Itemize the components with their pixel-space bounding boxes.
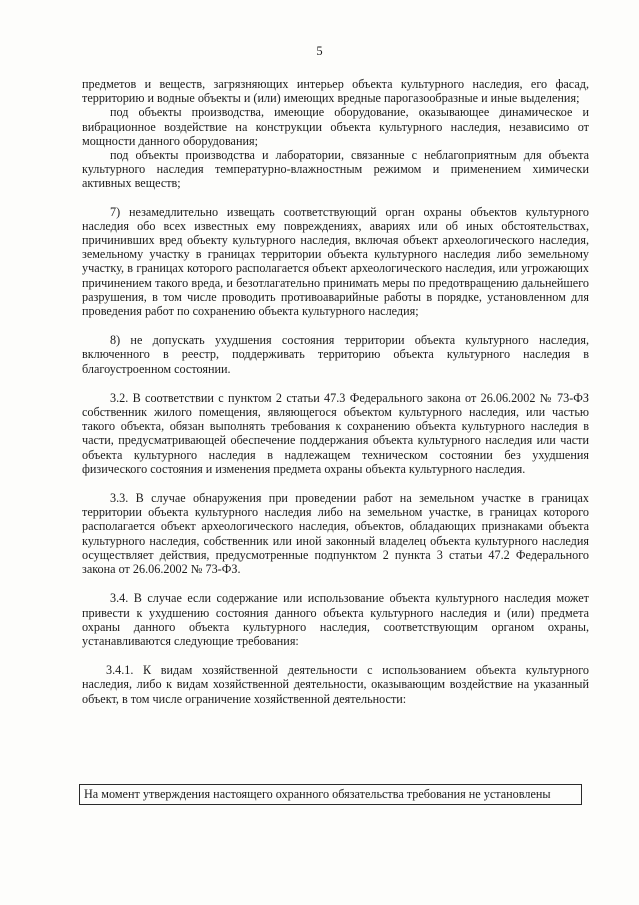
paragraph-3-3: 3.3. В случае обнаружения при проведении работ на земельном участке в границах территории объекта культурного наследия либо на земельном участке, в границах которого располагается объект археологического наследия, объектов, обладающих признаками объекта культурного наследия, собственник или иной законный владелец объекта культурного наследия осуществляет действия, предусмотренные подпунктом 2 пункта 3 статьи 47.2 Федерального закона от 26.06.2002 № 73-ФЗ. (82, 491, 589, 577)
paragraph-item-8: 8) не допускать ухудшения состояния территории объекта культурного наследия, включенного в реестр, поддерживать территорию объекта культурного наследия в благоустроенном состоянии. (82, 333, 589, 376)
page-number: 5 (316, 44, 323, 58)
paragraph-3-4: 3.4. В случае если содержание или использование объекта культурного наследия может привести к ухудшению состояния данного объекта культурного наследия и (или) предмета охраны данного объекта культурного наследия, соответствующим органом охраны, устанавливаются следующие требования: (82, 591, 589, 648)
section-restrictions-continued (82, 77, 589, 706)
requirements-table-cell: На момент утверждения настоящего охранного обязательства требования не установлены (79, 784, 582, 805)
paragraph-3-4-1: 3.4.1. К видам хозяйственной деятельности с использованием объекта культурного наследия, либо к видам хозяйственной деятельности, оказывающим воздействие на указанный объект, в том числе ограничение хозяйственной деятельности: (82, 663, 589, 706)
paragraph-laboratories: под объекты производства и лаборатории, связанные с неблагоприятным для объекта культурного наследия температурно-влажностным режимом и применением химически активных веществ; (82, 148, 589, 191)
paragraph-item-7: 7) незамедлительно извещать соответствующий орган охраны объектов культурного наследия обо всех известных ему повреждениях, авариях или об иных обстоятельствах, причинивших вред объекту культурного наследия, включая объект археологического наследия, земельному участку в границах территории объекта культурного наследия либо земельному участку, в границах которого располагается объект археологического наследия, или угрожающих причинением такого вреда, и безотлагательно принимать меры по предотвращению дальнейшего разрушения, в том числе проводить противоаварийные работы в порядке, установленном для проведения работ по сохранению объекта культурного наследия; (82, 204, 589, 319)
paragraph-vibration-equipment: под объекты производства, имеющие оборудование, оказывающее динамическое и вибрационное воздействие на конструкции объекта культурного наследия, независимо от мощности данного оборудования; (82, 105, 589, 148)
paragraph-3-2: 3.2. В соответствии с пунктом 2 статьи 47.3 Федерального закона от 26.06.2002 № 73-ФЗ собственник жилого помещения, являющегося объектом культурного наследия, или частью такого объекта, обязан выполнять требования к сохранению объекта культурного наследия в части, предусматривающей обеспечение поддержания объекта культурного наследия или части объекта культурного наследия в надлежащем техническом состоянии без ухудшения физического состояния и изменения предмета охраны объекта культурного наследия. (82, 390, 589, 476)
paragraph-pollutants: предметов и веществ, загрязняющих интерьер объекта культурного наследия, его фасад, территорию и водные объекты и (или) имеющих вредные парогазообразные и иные выделения; (82, 77, 589, 106)
